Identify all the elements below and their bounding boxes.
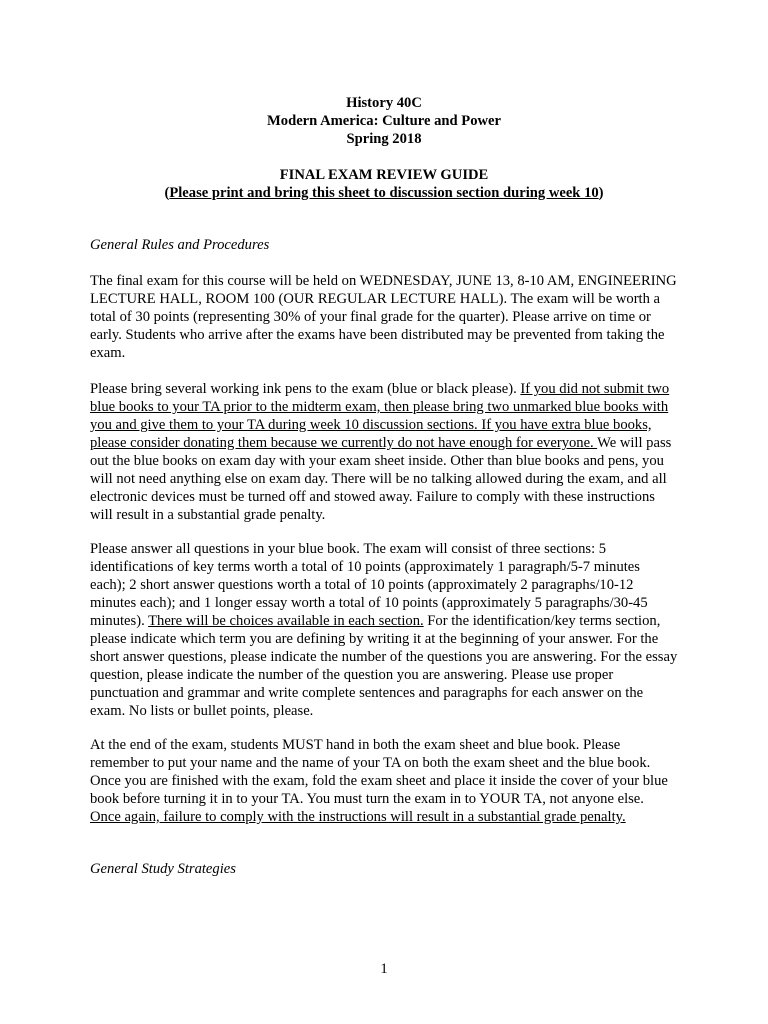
section-heading-rules: General Rules and Procedures: [90, 237, 270, 253]
submission-penalty-note: Once again, failure to comply with the instructions will result in a substantial grade penalty.: [90, 809, 626, 825]
format-instructions: For the identification/key terms section, please indicate which term you are defining by writing it at the beginning of your answer. For the short answer questions, please indicate the number of the questions you are answering. For the essay question, please indicate the number of the question you are answering. Please use proper punctuation and grammar and write complete sentences and paragraphs for each answer on the exam. No lists or bullet points, please.: [90, 613, 678, 719]
term: Spring 2018: [346, 131, 422, 147]
print-note-close: ): [598, 185, 604, 201]
document-header: [0, 94, 768, 202]
materials-intro: Please bring several working ink pens to the exam (blue or black please).: [90, 381, 521, 397]
materials-rules: We will pass out the blue books on exam day with your exam sheet inside. Other than blue books and pens, you will not need anything else on exam day. There will be no talking allowed during the exam, and all electronic devices must be turned off and stowed away. Failure to comply with these instructions will result in a substantial grade penalty.: [90, 435, 672, 523]
paragraph-materials: [90, 380, 678, 524]
paragraph-exam-details: The final exam for this course will be held on WEDNESDAY, JUNE 13, 8-10 AM, ENGINEERING LECTURE HALL, ROOM 100 (OUR REGULAR LECTURE HALL). The exam will be worth a total of 30 points (representing 30% of your final grade for the quarter). Please arrive on time or early. Students who arrive after the exams have been distributed may be prevented from taking the exam.: [90, 273, 677, 361]
materials-blue-book-note: If you did not submit two blue books to your TA prior to the midterm exam, then please bring two unmarked blue books with you and give them to your TA during week 10 discussion sections. If you have extra blue books, please consider donating them because we currently do not have enough for everyone.: [90, 381, 670, 451]
section-heading-study: General Study Strategies: [90, 861, 236, 877]
print-note-text: Please print and bring this sheet to discussion section during week 10: [169, 185, 599, 201]
format-intro: Please answer all questions in your blue book. The exam will consist of three sections: 5 identifications of key terms worth a total of 10 points (approximately 1 paragraph/5-7 minutes each); 2 short answer questions worth a total of 10 points (approximately 2 paragraphs/10-12 minutes each); and 1 longer essay worth a total of 10 points (approximately 5 paragraphs/30-45 minutes).: [90, 541, 648, 629]
course-title: Modern America: Culture and Power: [267, 113, 501, 129]
print-note: [0, 184, 768, 202]
paragraph-submission: [90, 736, 678, 826]
submission-instructions: At the end of the exam, students MUST hand in both the exam sheet and blue book. Please remember to put your name and the name of your TA on both the exam sheet and the blue book. Once you are finished with the exam, fold the exam sheet and place it inside the cover of your blue book before turning it in to your TA. You must turn the exam in to YOUR TA, not anyone else.: [90, 737, 668, 807]
page-number: 1: [380, 961, 388, 977]
format-choices-note: There will be choices available in each section.: [148, 613, 424, 629]
course-code: History 40C: [346, 95, 422, 111]
document-title: FINAL EXAM REVIEW GUIDE: [279, 167, 489, 183]
print-note-open: (: [164, 185, 170, 201]
paragraph-exam-format: [90, 540, 678, 720]
